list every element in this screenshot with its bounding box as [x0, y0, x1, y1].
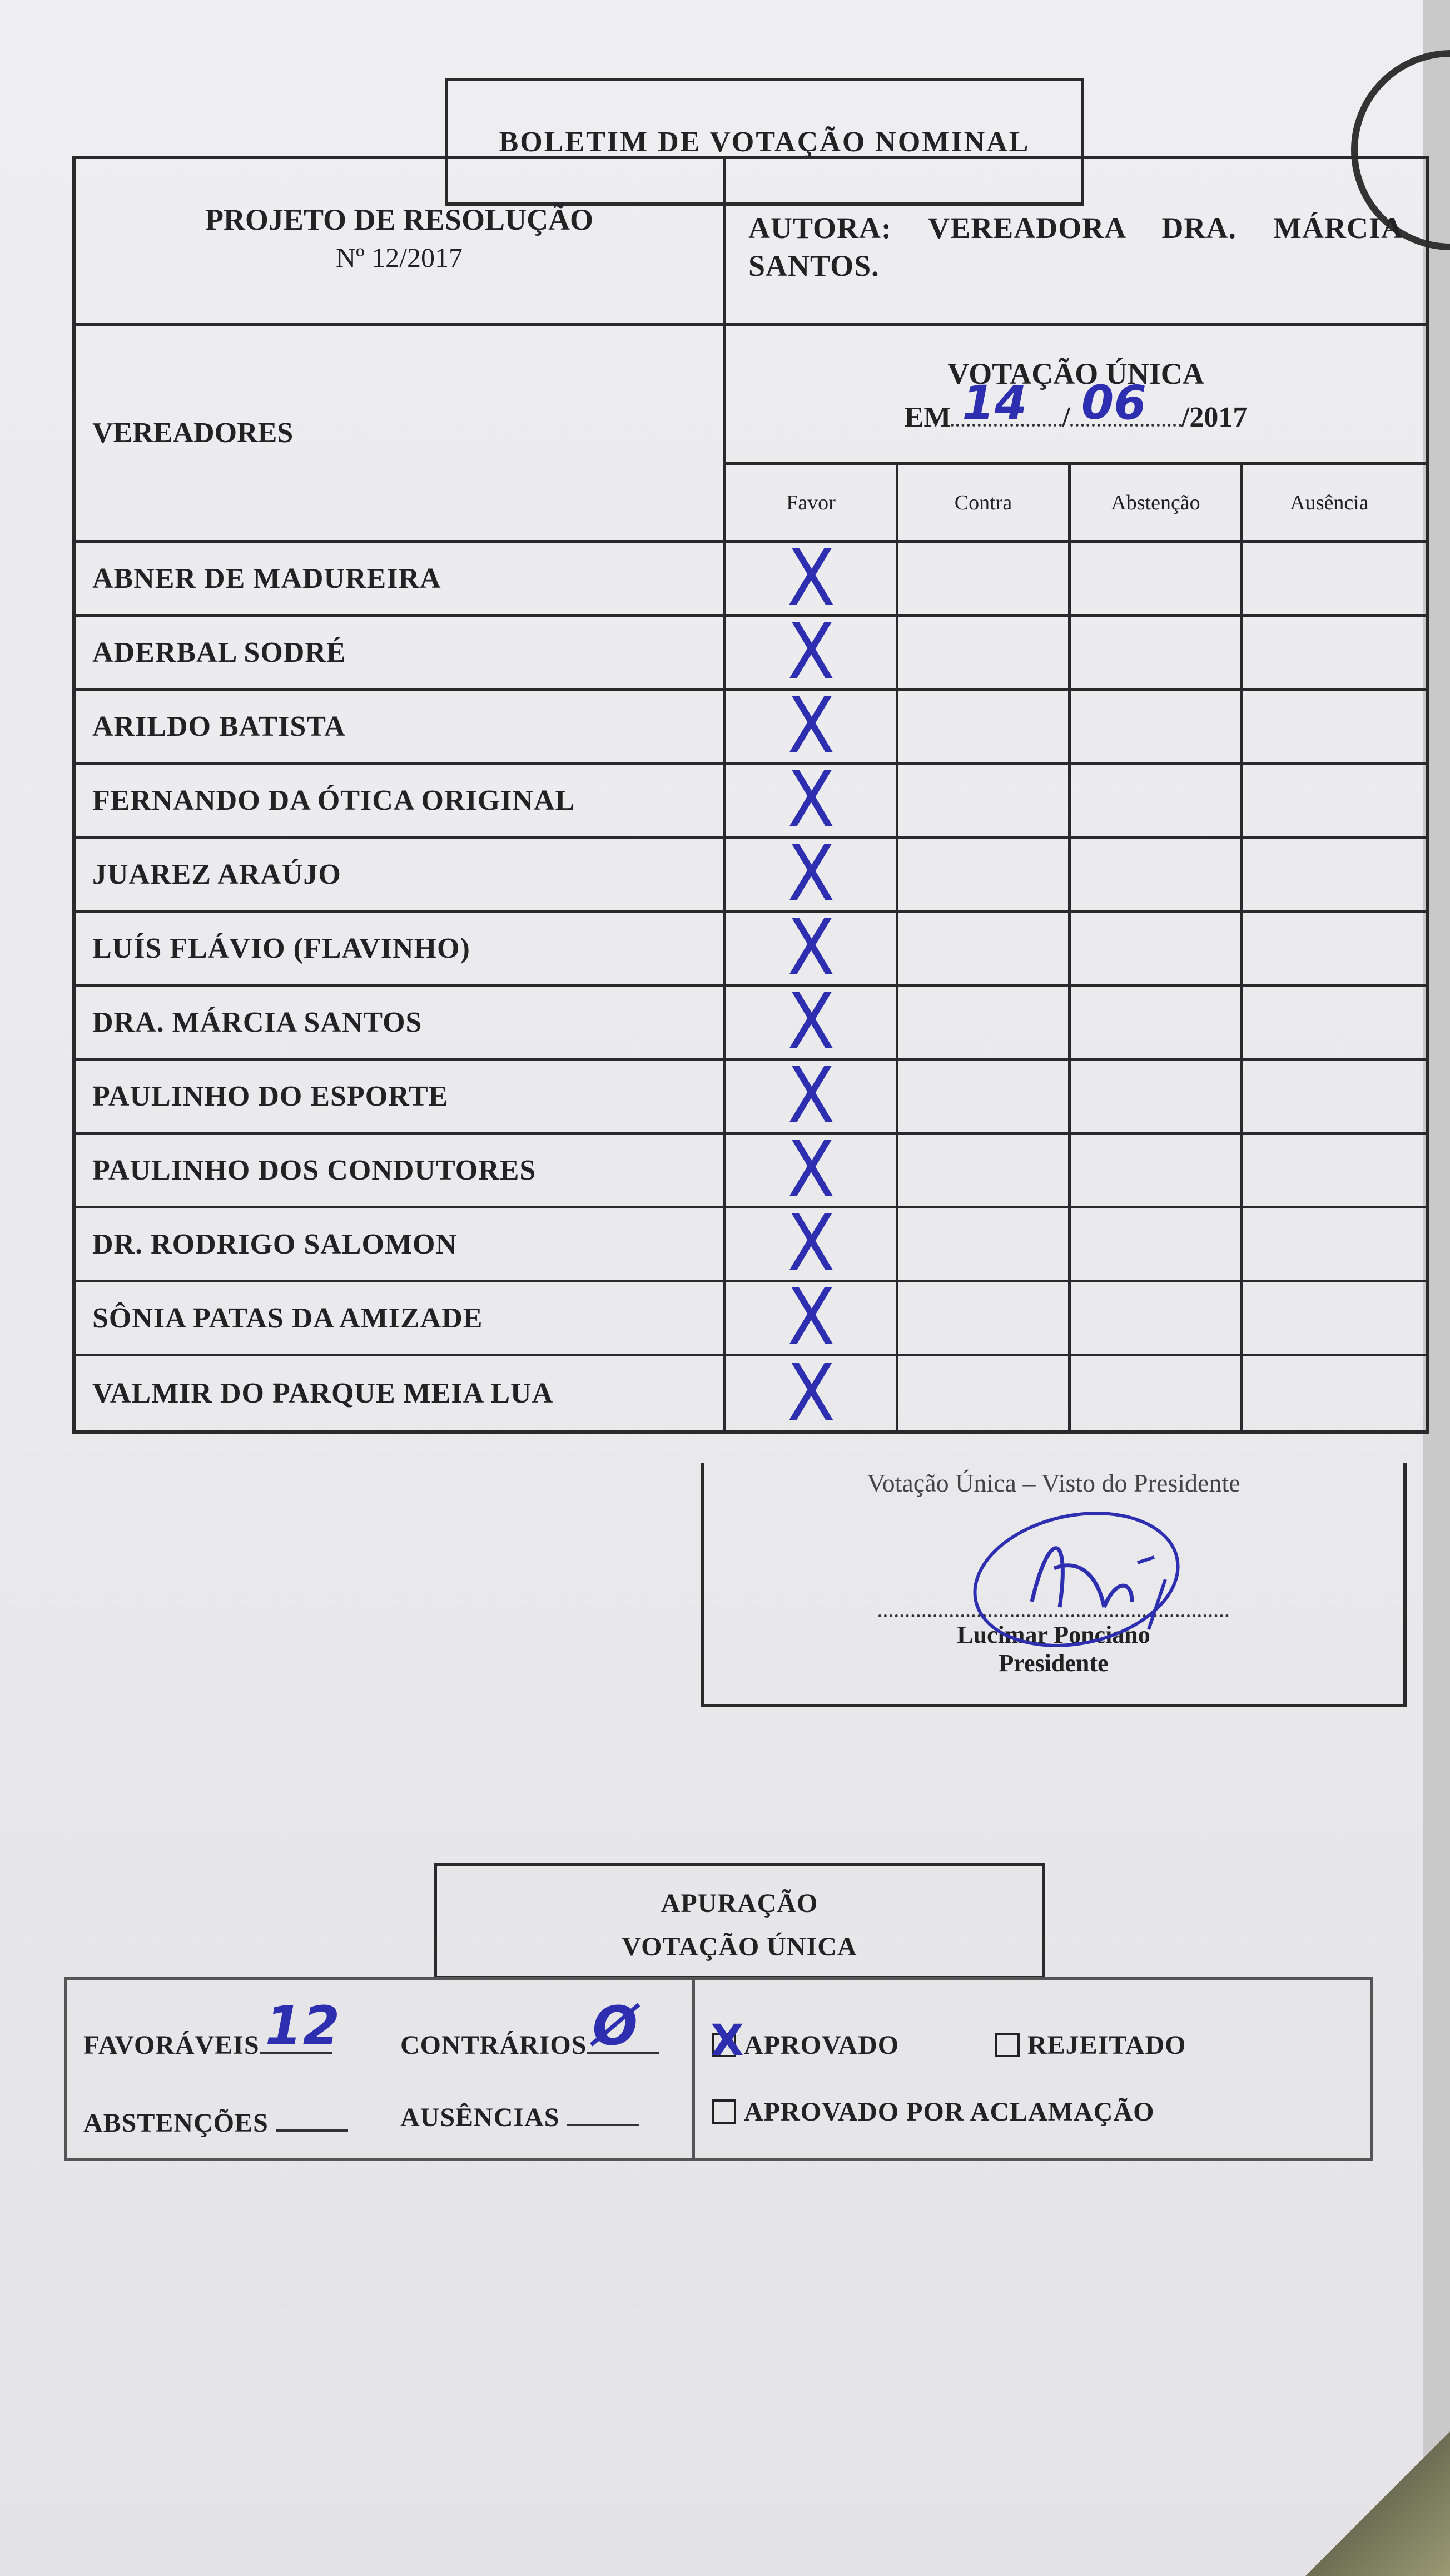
x-mark-icon: X — [787, 977, 835, 1067]
vote-cell-favor[interactable] — [726, 1348, 898, 1439]
vote-cell-ausencia[interactable] — [1243, 765, 1416, 836]
ausencias — [400, 2102, 639, 2133]
x-mark-icon: X — [787, 829, 835, 919]
vote-date — [726, 375, 1426, 434]
vote-cell-ausencia[interactable] — [1243, 839, 1416, 910]
table-row — [76, 977, 1426, 1067]
col-abstencao: Abstenção — [1071, 465, 1243, 540]
vote-cell-contra[interactable] — [898, 839, 1071, 910]
rejeitado-label: REJEITADO — [1027, 2030, 1186, 2060]
vote-header-right — [726, 326, 1426, 540]
voting-table — [72, 156, 1429, 1439]
contrarios-value: Ø — [592, 1995, 638, 2057]
vereadores-heading: VEREADORES — [76, 326, 726, 540]
vereador-name: PAULINHO DO ESPORTE — [76, 1061, 726, 1132]
vote-cell-ausencia[interactable] — [1243, 1282, 1416, 1354]
apuracao-subtitle: VOTAÇÃO ÚNICA — [622, 1932, 857, 1961]
x-mark-icon: X — [787, 903, 835, 993]
vote-cell-ausencia[interactable] — [1243, 617, 1416, 688]
contrarios-field — [587, 1995, 659, 2057]
column-headers — [726, 465, 1426, 540]
x-mark-icon: X — [787, 1124, 835, 1215]
apuracao-box — [64, 1977, 1373, 2161]
vote-cell-abstencao[interactable] — [1071, 1282, 1243, 1354]
votacao-heading — [726, 326, 1426, 465]
president-signature — [965, 1496, 1199, 1663]
contrarios-label: CONTRÁRIOS — [400, 2030, 587, 2060]
table-row — [76, 1348, 1426, 1439]
vote-cell-favor[interactable] — [726, 1198, 898, 1289]
table-row — [76, 755, 1426, 845]
x-mark-icon: X — [787, 607, 835, 697]
apuracao-title: APURAÇÃO — [661, 1889, 818, 1918]
vereador-name: LUÍS FLÁVIO (FLAVINHO) — [76, 913, 726, 984]
favoraveis-label: FAVORÁVEIS — [83, 2030, 260, 2060]
vote-cell-abstencao[interactable] — [1071, 1135, 1243, 1206]
vote-cell-favor[interactable] — [726, 977, 898, 1067]
vote-cell-favor[interactable] — [726, 903, 898, 993]
x-mark-icon: X — [787, 755, 835, 845]
vote-cell-favor[interactable] — [726, 1124, 898, 1215]
vote-cell-ausencia[interactable] — [1243, 691, 1416, 762]
aprovado-option[interactable] — [711, 2016, 900, 2066]
author-cell: AUTORA: VEREADORA DRA. MÁRCIA SANTOS. — [748, 211, 1403, 283]
vote-cell-abstencao[interactable] — [1071, 913, 1243, 984]
ausencias-field — [567, 2104, 639, 2126]
apuracao-counts — [67, 1980, 695, 2158]
project-number: Nº 12/2017 — [335, 242, 463, 273]
document-title: BOLETIM DE VOTAÇÃO NOMINAL — [445, 78, 1084, 206]
vote-cell-contra[interactable] — [898, 1208, 1071, 1280]
vote-cell-abstencao[interactable] — [1071, 1208, 1243, 1280]
x-mark-icon: X — [787, 533, 835, 623]
rejeitado-option[interactable] — [995, 2030, 1186, 2060]
x-mark-icon: X — [787, 1348, 835, 1439]
x-mark-icon: X — [787, 1272, 835, 1363]
vote-cell-ausencia[interactable] — [1243, 1061, 1416, 1132]
col-favor: Favor — [726, 465, 898, 540]
table-row — [76, 903, 1426, 993]
vereador-name: FERNANDO DA ÓTICA ORIGINAL — [76, 765, 726, 836]
check-mark-icon: X — [711, 2016, 745, 2066]
vote-cell-ausencia[interactable] — [1243, 543, 1416, 614]
apuracao-result — [695, 1980, 1370, 2158]
vote-cell-ausencia[interactable] — [1243, 1208, 1416, 1280]
vote-cell-ausencia[interactable] — [1243, 987, 1416, 1058]
table-row — [76, 829, 1426, 919]
aprovado-label: APROVADO — [744, 2030, 900, 2060]
vereador-name: ABNER DE MADUREIRA — [76, 543, 726, 614]
table-row — [76, 1272, 1426, 1363]
abstencoes — [83, 2108, 348, 2138]
vote-cell-ausencia[interactable] — [1243, 913, 1416, 984]
aclamacao-option[interactable] — [712, 2097, 1154, 2127]
vote-cell-contra[interactable] — [898, 691, 1071, 762]
votacao-type: VOTAÇÃO ÚNICA — [947, 357, 1204, 390]
project-cell — [76, 159, 726, 323]
vote-cell-abstencao[interactable] — [1071, 1061, 1243, 1132]
contrarios — [400, 1995, 659, 2060]
vereador-name: ARILDO BATISTA — [76, 691, 726, 762]
table-row — [76, 533, 1426, 623]
vote-cell-abstencao[interactable] — [1071, 691, 1243, 762]
table-row — [76, 1198, 1426, 1289]
vote-header-row — [76, 326, 1426, 543]
vereador-rows — [76, 533, 1426, 1439]
header-row — [76, 159, 1426, 326]
table-row — [76, 1124, 1426, 1215]
x-mark-icon: X — [787, 681, 835, 771]
vote-cell-favor[interactable] — [726, 1051, 898, 1141]
project-label: PROJETO DE RESOLUÇÃO — [205, 203, 594, 236]
president-visto: Votação Única – Visto do Presidente — [867, 1469, 1240, 1497]
aclamacao-checkbox[interactable] — [712, 2099, 736, 2124]
date-day-field — [951, 375, 1062, 430]
vote-cell-contra[interactable] — [898, 543, 1071, 614]
page-edge — [1305, 2431, 1450, 2576]
vote-cell-ausencia[interactable] — [1243, 1356, 1416, 1430]
vote-cell-contra[interactable] — [898, 1135, 1071, 1206]
vote-cell-contra[interactable] — [898, 1061, 1071, 1132]
col-ausencia: Ausência — [1290, 491, 1369, 514]
favoraveis-value: 12 — [265, 1995, 341, 2057]
vote-cell-favor[interactable] — [726, 1272, 898, 1363]
rejeitado-checkbox[interactable] — [995, 2033, 1020, 2057]
table-row — [76, 1051, 1426, 1141]
vereador-name: DRA. MÁRCIA SANTOS — [76, 987, 726, 1058]
vereador-name: PAULINHO DOS CONDUTORES — [76, 1135, 726, 1206]
vote-cell-favor[interactable] — [726, 755, 898, 845]
date-day: 14 — [962, 375, 1027, 430]
president-name: Lucimar Ponciano — [957, 1621, 1150, 1648]
date-month-field — [1070, 375, 1181, 430]
vote-cell-favor[interactable] — [726, 607, 898, 697]
vote-cell-abstencao[interactable] — [1071, 987, 1243, 1058]
vote-cell-abstencao[interactable] — [1071, 617, 1243, 688]
vote-cell-contra[interactable] — [898, 765, 1071, 836]
vote-cell-contra[interactable] — [898, 987, 1071, 1058]
vereador-name: ADERBAL SODRÉ — [76, 617, 726, 688]
vote-cell-contra[interactable] — [898, 913, 1071, 984]
vote-cell-ausencia[interactable] — [1243, 1135, 1416, 1206]
vereador-name: JUAREZ ARAÚJO — [76, 839, 726, 910]
vereador-name: DR. RODRIGO SALOMON — [76, 1208, 726, 1280]
date-prefix: EM — [904, 402, 951, 433]
x-mark-icon: X — [787, 1198, 835, 1289]
vote-cell-contra[interactable] — [898, 1356, 1071, 1430]
president-box — [701, 1463, 1407, 1707]
vereador-name: SÔNIA PATAS DA AMIZADE — [76, 1282, 726, 1354]
favoraveis-field — [260, 1995, 341, 2057]
vote-cell-abstencao[interactable] — [1071, 1356, 1243, 1430]
president-role: Presidente — [999, 1649, 1109, 1677]
ausencias-label: AUSÊNCIAS — [400, 2103, 560, 2132]
favoraveis — [83, 1995, 341, 2060]
abstencoes-field — [276, 2109, 348, 2132]
abstencoes-label: ABSTENÇÕES — [83, 2108, 269, 2138]
apuracao-heading — [434, 1863, 1045, 1980]
table-row — [76, 607, 1426, 697]
vote-cell-abstencao[interactable] — [1071, 543, 1243, 614]
col-contra: Contra — [898, 465, 1071, 540]
vote-cell-favor[interactable] — [726, 681, 898, 771]
date-separator: / — [1062, 402, 1070, 433]
vote-cell-abstencao[interactable] — [1071, 839, 1243, 910]
date-month: 06 — [1081, 375, 1146, 430]
date-year: /2017 — [1181, 402, 1248, 433]
vote-cell-favor[interactable] — [726, 533, 898, 623]
aprovado-checkbox[interactable] — [711, 2016, 745, 2066]
vote-cell-favor[interactable] — [726, 829, 898, 919]
table-row — [76, 681, 1426, 771]
aclamacao-label: APROVADO POR ACLAMAÇÃO — [744, 2097, 1155, 2127]
vote-cell-contra[interactable] — [898, 617, 1071, 688]
vote-cell-contra[interactable] — [898, 1282, 1071, 1354]
x-mark-icon: X — [787, 1051, 835, 1141]
vote-cell-abstencao[interactable] — [1071, 765, 1243, 836]
vereador-name: VALMIR DO PARQUE MEIA LUA — [76, 1356, 726, 1430]
